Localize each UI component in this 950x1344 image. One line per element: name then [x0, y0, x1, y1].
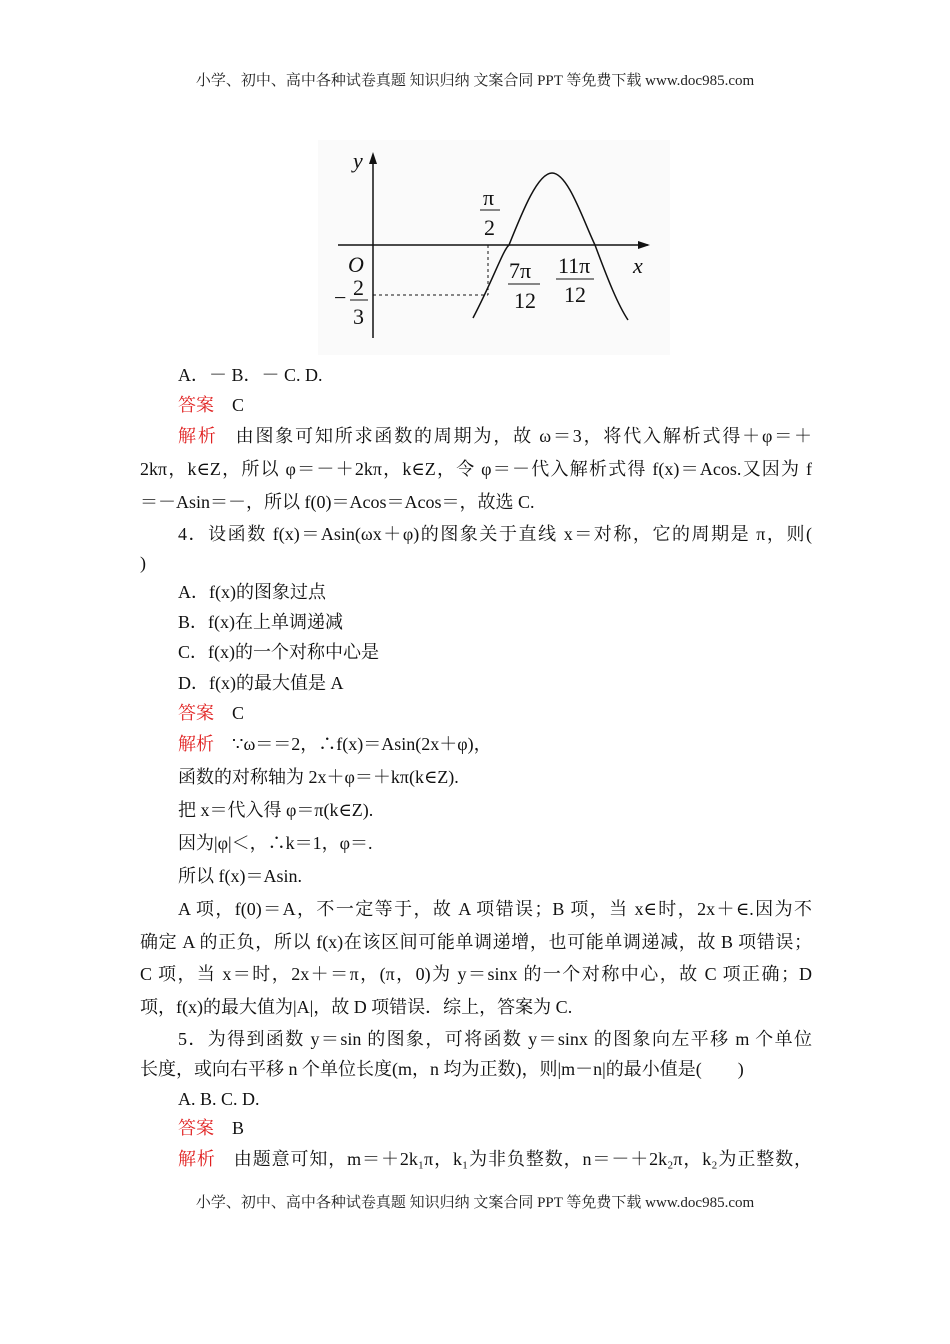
tick-11pi-num: 11π: [558, 253, 591, 278]
q4-analysis: 解析 ∵ω＝＝2，∴f(x)＝Asin(2x＋φ)，: [178, 734, 492, 754]
page-footer: 小学、初中、高中各种试卷真题 知识归纳 文案合同 PPT 等免费下载 www.doc985.com: [195, 1195, 755, 1211]
analysis-label: 解析: [178, 426, 218, 446]
pi-label: π: [483, 185, 495, 210]
origin-label: O: [348, 252, 364, 277]
q3-options: A．－ B．－ C. D.: [178, 365, 323, 385]
text-line: 项，f(x)的最大值为|A|，故 D 项错误．综上，答案为 C.: [140, 997, 573, 1017]
neg-den: 3: [353, 304, 364, 329]
q5-analysis: 解析 由题意可知，m＝＋2k₁π，k₁为非负整数，n＝－＋2k₂π，k₂为正整数，: [178, 1149, 813, 1169]
q5-answer: 答案 B: [178, 1118, 245, 1138]
text-line: 所以 f(x)＝Asin.: [178, 866, 302, 886]
answer-label: 答案: [178, 395, 214, 415]
tick-7pi-den: 12: [514, 288, 536, 313]
q3-analysis-line: 解析 由图象可知所求函数的周期为，故 ω＝3，将代入解析式得＋φ＝＋: [178, 426, 813, 446]
neg-num: 2: [353, 275, 364, 300]
q5-options: A. B. C. D.: [178, 1089, 260, 1109]
function-graph: [318, 140, 670, 355]
two-label: 2: [484, 215, 495, 240]
text-line: C 项，当 x＝时，2x＋＝π，(π，0)为 y＝sinx 的一个对称中心，故 C 项正确；D: [140, 964, 812, 984]
text-line: ＝－Asin＝－，所以 f(0)＝Acos＝Acos＝，故选 C.: [140, 492, 535, 512]
text-line: 因为|φ|＜，∴k＝1，φ＝.: [178, 833, 373, 853]
q4-answer: 答案 C: [178, 703, 245, 723]
text-line: 把 x＝代入得 φ＝π(k∈Z).: [178, 800, 374, 820]
q4-stem: 4．设函数 f(x)＝Asin(ωx＋φ)的图象关于直线 x＝对称，它的周期是 π，则(: [178, 524, 812, 544]
q4-option-c: C．f(x)的一个对称中心是: [178, 642, 379, 662]
x-axis-label: x: [633, 253, 643, 278]
tick-11pi-den: 12: [564, 282, 586, 307]
tick-7pi-num: 7π: [509, 258, 532, 283]
q4-option-a: A．f(x)的图象过点: [178, 582, 326, 602]
analysis-label: 解析: [178, 1149, 216, 1169]
text-line: ): [140, 553, 146, 573]
text-line: 2kπ，k∈Z，所以 φ＝－＋2kπ，k∈Z，令 φ＝－代入解析式得 f(x)＝Acos.又因为 f: [140, 459, 812, 479]
analysis-label: 解析: [178, 734, 214, 754]
y-axis-label: y: [353, 148, 363, 173]
answer-label: 答案: [178, 703, 214, 723]
text-line: 函数的对称轴为 2x＋φ＝＋kπ(k∈Z).: [178, 767, 459, 787]
q4-option-d: D．f(x)的最大值是 A: [178, 673, 344, 693]
text-line: A 项，f(0)＝A，不一定等于，故 A 项错误；B 项，当 x∈时，2x＋∈.因为不: [178, 899, 812, 919]
text-line: 长度，或向右平移 n 个单位长度(m，n 均为正数)，则|m－n|的最小值是( ): [140, 1059, 744, 1079]
answer-label: 答案: [178, 1118, 214, 1138]
q4-option-b: B．f(x)在上单调递减: [178, 612, 343, 632]
q3-answer: 答案 C: [178, 395, 245, 415]
q5-stem: 5．为得到函数 y＝sin 的图象，可将函数 y＝sinx 的图象向左平移 m 个单位: [178, 1029, 812, 1049]
page-header: 小学、初中、高中各种试卷真题 知识归纳 文案合同 PPT 等免费下载 www.doc985.com: [195, 73, 755, 89]
minus-label: −: [334, 285, 347, 310]
text-line: 确定 A 的正负，所以 f(x)在该区间可能单调递增，也可能单调递减，故 B 项错误；: [140, 932, 812, 952]
